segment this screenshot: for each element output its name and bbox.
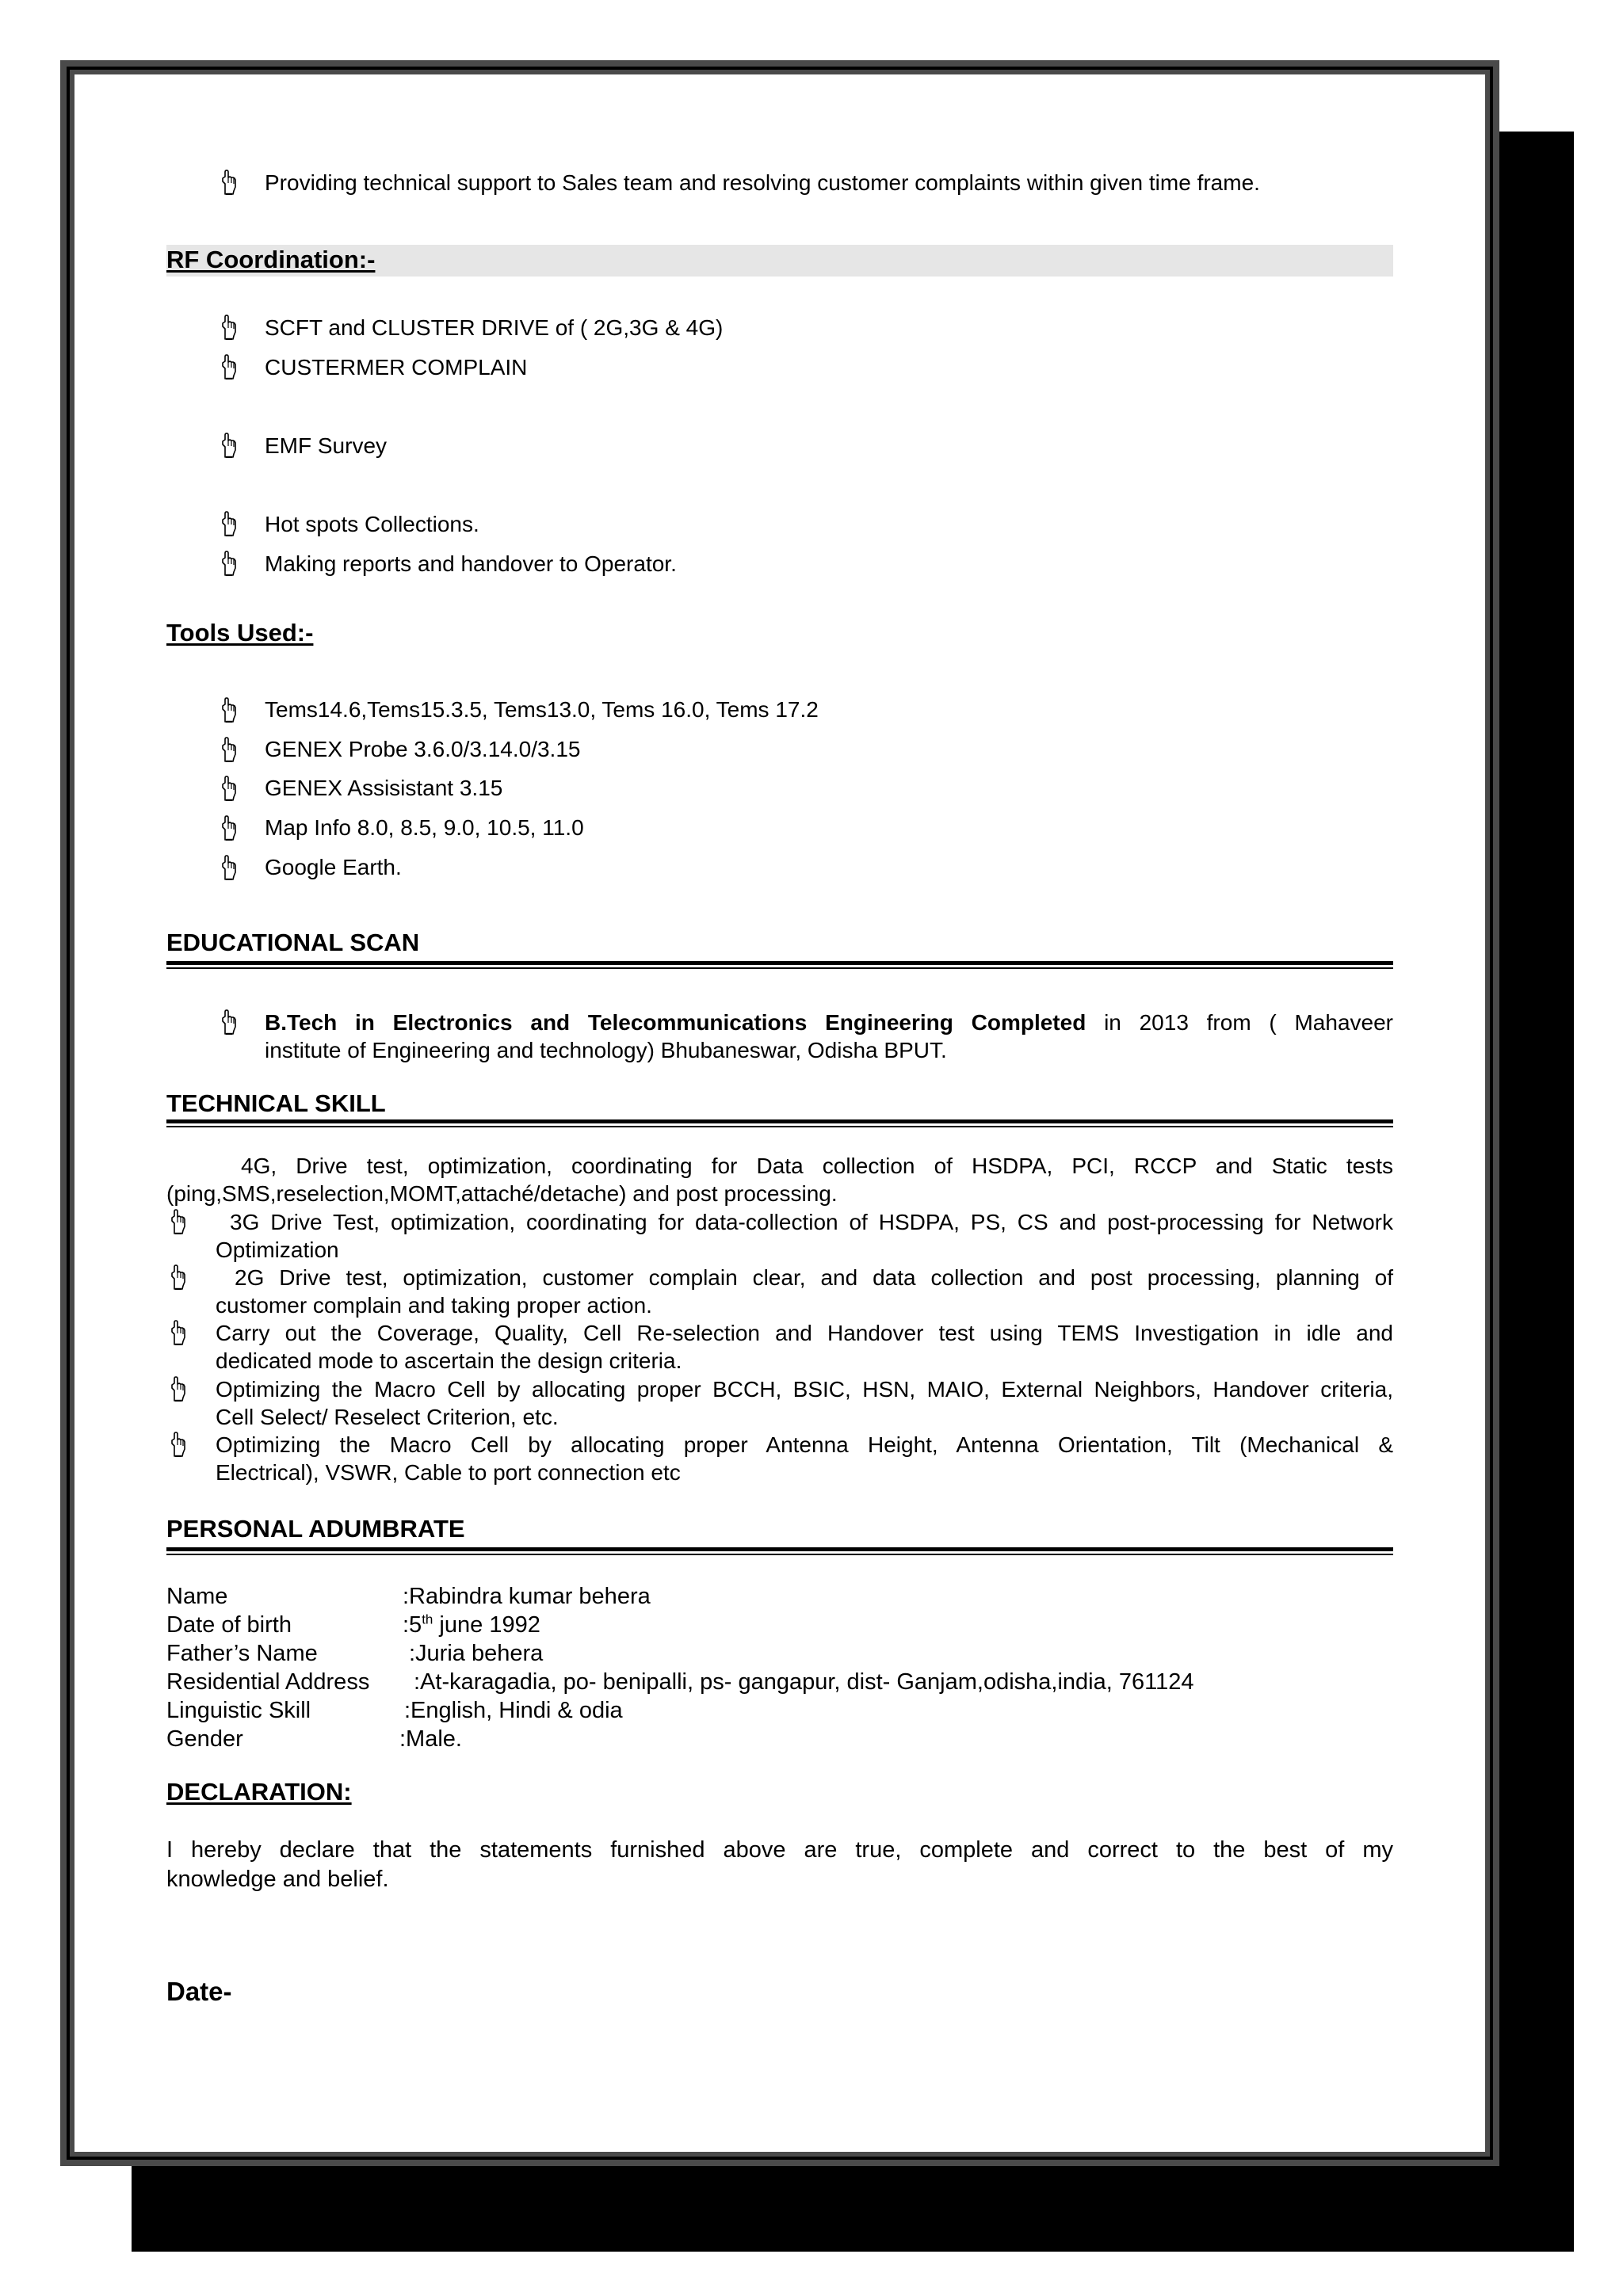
hand-pointer-icon xyxy=(220,354,238,379)
education-heading: EDUCATIONAL SCAN xyxy=(166,929,420,956)
dob-suffix: th xyxy=(422,1611,433,1627)
technical-4g xyxy=(166,1152,1393,1207)
hand-pointer-icon xyxy=(170,1320,187,1345)
technical-item-line1: Optimizing the Macro Cell by allocating proper Antenna Height, Antenna Orientation, Tilt (Mechanical & xyxy=(216,1432,1393,1457)
date-label: Date- xyxy=(166,1977,232,2006)
section-rule xyxy=(166,1126,1393,1127)
technical-item xyxy=(216,1264,1393,1319)
technical-4g-line1: 4G, Drive test, optimization, coordinating for Data collection of HSDPA, PCI, RCCP and Static tests xyxy=(241,1154,1393,1178)
section-rule xyxy=(166,1547,1393,1551)
hand-pointer-icon xyxy=(220,737,238,762)
technical-item xyxy=(216,1208,1393,1264)
hand-pointer-icon xyxy=(220,776,238,801)
technical-item-line1: 3G Drive Test, optimization, coordinating for data-collection of HSDPA, PS, CS and post-processing for Network xyxy=(230,1210,1393,1234)
dob-rest: june 1992 xyxy=(433,1612,540,1638)
rf-item: CUSTERMER COMPLAIN xyxy=(265,355,528,379)
hand-pointer-icon xyxy=(220,551,238,576)
education-entry xyxy=(265,1009,1393,1064)
section-rule xyxy=(166,1554,1393,1555)
personal-value-father: :Juria behera xyxy=(409,1641,544,1666)
hand-pointer-icon xyxy=(170,1209,187,1234)
hand-pointer-icon xyxy=(170,1264,187,1290)
rf-item: SCFT and CLUSTER DRIVE of ( 2G,3G & 4G) xyxy=(265,315,724,340)
tools-item: Map Info 8.0, 8.5, 9.0, 10.5, 11.0 xyxy=(265,815,584,840)
section-rule xyxy=(166,961,1393,965)
technical-item xyxy=(216,1375,1393,1431)
support-text: Providing technical support to Sales team and resolving customer complaints within given time frame. xyxy=(265,170,1260,195)
technical-item xyxy=(216,1319,1393,1375)
hand-pointer-icon xyxy=(220,433,238,458)
section-rule xyxy=(166,1119,1393,1123)
technical-item xyxy=(216,1431,1393,1486)
tools-item: Tems14.6,Tems15.3.5, Tems13.0, Tems 16.0, Tems 17.2 xyxy=(265,697,819,722)
technical-item-line1: 2G Drive test, optimization, customer complain clear, and data collection and post processing, planning of xyxy=(235,1265,1393,1290)
declaration-line1: I hereby declare that the statements furnished above are true, complete and correct to the best of my xyxy=(166,1837,1393,1863)
degree-title: B.Tech in Electronics and Telecommunications Engineering Completed xyxy=(265,1010,1086,1035)
personal-label-name: Name xyxy=(166,1584,228,1609)
personal-label-gender: Gender xyxy=(166,1726,243,1752)
personal-value-language: :English, Hindi & odia xyxy=(404,1698,623,1723)
personal-value-address: :At-karagadia, po- benipalli, ps- gangapur, dist- Ganjam,odisha,india, 761124 xyxy=(414,1669,1194,1695)
technical-item-line2: Electrical), VSWR, Cable to port connection etc xyxy=(216,1460,681,1485)
technical-item-line2: Cell Select/ Reselect Criterion, etc. xyxy=(216,1405,559,1429)
degree-year: in 2013 from ( Mahaveer xyxy=(1086,1010,1393,1035)
hand-pointer-icon xyxy=(220,815,238,841)
rf-item: Making reports and handover to Operator. xyxy=(265,551,677,576)
technical-item-line1: Carry out the Coverage, Quality, Cell Re-selection and Handover test using TEMS Investigation in idle and xyxy=(216,1321,1393,1345)
personal-value-gender: :Male. xyxy=(399,1726,462,1752)
hand-pointer-icon xyxy=(220,855,238,880)
personal-label-address: Residential Address xyxy=(166,1669,370,1695)
dob-day: :5 xyxy=(403,1612,422,1638)
personal-label-language: Linguistic Skill xyxy=(166,1698,311,1723)
hand-pointer-icon xyxy=(220,315,238,340)
technical-item-line1: Optimizing the Macro Cell by allocating proper BCCH, BSIC, HSN, MAIO, External Neighbors, Handover criteria, xyxy=(216,1377,1393,1402)
technical-4g-line2: (ping,SMS,reselection,MOMT,attaché/detache) and post processing. xyxy=(166,1181,838,1206)
degree-institute: institute of Engineering and technology) Bhubaneswar, Odisha BPUT. xyxy=(265,1038,947,1062)
declaration-text xyxy=(166,1836,1393,1894)
rf-heading: RF Coordination:- xyxy=(166,246,376,273)
tools-item: Google Earth. xyxy=(265,855,402,879)
personal-value-name: :Rabindra kumar behera xyxy=(403,1584,651,1609)
personal-label-father: Father’s Name xyxy=(166,1641,318,1666)
personal-value-dob xyxy=(403,1611,540,1639)
section-rule xyxy=(166,967,1393,969)
hand-pointer-icon xyxy=(220,697,238,723)
hand-pointer-icon xyxy=(170,1376,187,1402)
hand-pointer-icon xyxy=(220,1009,238,1035)
tools-item: GENEX Probe 3.6.0/3.14.0/3.15 xyxy=(265,737,581,761)
personal-label-dob: Date of birth xyxy=(166,1612,292,1638)
personal-heading: PERSONAL ADUMBRATE xyxy=(166,1515,465,1543)
rf-item: Hot spots Collections. xyxy=(265,512,479,536)
technical-item-line2: dedicated mode to ascertain the design criteria. xyxy=(216,1348,682,1373)
hand-pointer-icon xyxy=(220,170,238,195)
declaration-heading: DECLARATION: xyxy=(166,1778,352,1806)
tools-item: GENEX Assisistant 3.15 xyxy=(265,776,503,800)
hand-pointer-icon xyxy=(170,1432,187,1457)
declaration-line2: knowledge and belief. xyxy=(166,1867,389,1892)
rf-item: EMF Survey xyxy=(265,433,388,458)
tools-heading: Tools Used:- xyxy=(166,619,314,646)
technical-item-line2: customer complain and taking proper action. xyxy=(216,1293,652,1318)
technical-item-line2: Optimization xyxy=(216,1238,339,1262)
technical-heading: TECHNICAL SKILL xyxy=(166,1089,386,1117)
hand-pointer-icon xyxy=(220,511,238,536)
